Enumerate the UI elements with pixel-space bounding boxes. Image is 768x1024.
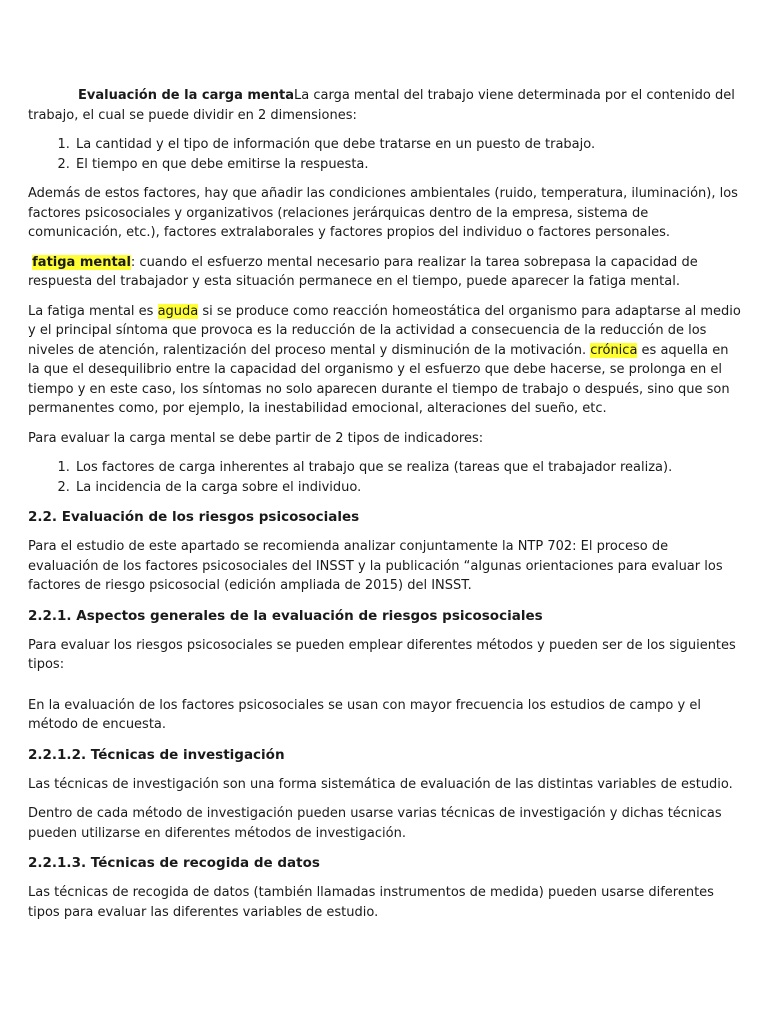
fatiga-text: : cuando el esfuerzo mental necesario para realizar la tarea sobrepasa la capacidad de respuesta del trabajador y esta situación permanece en el tiempo, puede aparecer la fatiga mental. [28, 254, 698, 289]
list-item: 2. La incidencia de la carga sobre el individuo. [74, 478, 742, 498]
aguda-post: es aquella en la que el desequilibrio entre la capacidad del organismo y el esfuerzo que debe hacerse, se prolonga en el tiempo y en este caso, los síntomas no solo aparecen durante el tiempo de trabajo o después, sino que son permanentes como, por ejemplo, la inestabilidad emocional, alteraciones del sueño, etc. [28, 342, 730, 416]
heading-2-2-1-3: 2.2.1.3. Técnicas de recogida de datos [28, 855, 320, 871]
paragraph-2-2-1-b: En la evaluación de los factores psicosociales se usan con mayor frecuencia los estudios de campo y el método de encuesta. [28, 697, 701, 732]
indicators-paragraph: Para evaluar la carga mental se debe partir de 2 tipos de indicadores: [28, 430, 484, 446]
paragraph-2-2-1-a: Para evaluar los riesgos psicosociales se pueden emplear diferentes métodos y pueden ser de los siguientes tipos: [28, 637, 736, 672]
highlighted-term-cronica: crónica [590, 342, 638, 358]
indicators-list [28, 458, 742, 497]
document-page [28, 86, 742, 932]
intro-paragraph [28, 86, 742, 125]
spacer [28, 685, 742, 696]
highlighted-term-aguda: aguda [157, 303, 199, 319]
heading-2-2: 2.2. Evaluación de los riesgos psicosociales [28, 509, 360, 525]
paragraph-2-2-1-2-a: Las técnicas de investigación son una forma sistemática de evaluación de las distintas variables de estudio. [28, 776, 733, 792]
paragraph-2-2-1-3: Las técnicas de recogida de datos (también llamadas instrumentos de medida) pueden usarse diferentes tipos para evaluar las diferentes variables de estudio. [28, 885, 714, 920]
intro-text: La carga mental del trabajo viene determinada por el contenido del trabajo, el cual se puede dividir en 2 dimensiones: [28, 88, 735, 123]
list-item: 1. Los factores de carga inherentes al trabajo que se realiza (tareas que el trabajador realiza). [74, 458, 742, 478]
list-item: 1. La cantidad y el tipo de información que debe tratarse en un puesto de trabajo. [74, 135, 742, 155]
heading-2-2-1: 2.2.1. Aspectos generales de la evaluación de riesgos psicosociales [28, 607, 543, 624]
aguda-pre: La fatiga mental es [28, 303, 158, 319]
highlighted-term-fatiga: fatiga mental [32, 254, 131, 270]
factors-paragraph: Además de estos factores, hay que añadir las condiciones ambientales (ruido, temperatura, iluminación), los factores psicosociales y organizativos (relaciones jerárquicas dentro de la empresa, sistema de comunicación, etc.), factores extralaborales y factores propios del individuo o factores personales. [28, 186, 738, 240]
aguda-mid: si se produce como reacción homeostática del organismo para adaptarse al medio y el principal síntoma que provoca es la reducción de la actividad a consecuencia de la reducción de los niveles de atención, ralentización del proceso mental y disminución de la motivación. [28, 303, 741, 358]
heading-2-2-1-2: 2.2.1.2. Técnicas de investigación [28, 746, 285, 763]
list-item: 2. El tiempo en que debe emitirse la respuesta. [74, 155, 742, 175]
dimensions-list [28, 135, 742, 174]
section-title: Evaluación de la carga menta [78, 88, 294, 103]
fatiga-paragraph [28, 253, 742, 292]
paragraph-2-2-1-2-b: Dentro de cada método de investigación pueden usarse varias técnicas de investigación y dichas técnicas pueden utilizarse en diferentes métodos de investigación. [28, 806, 722, 841]
aguda-paragraph [28, 302, 742, 419]
paragraph-2-2: Para el estudio de este apartado se recomienda analizar conjuntamente la NTP 702: El proceso de evaluación de los factores psicosociales del INSST y la publicación “algunas orientaciones para evaluar los factores de riesgo psicosocial (edición ampliada de 2015) del INSST. [28, 539, 723, 593]
